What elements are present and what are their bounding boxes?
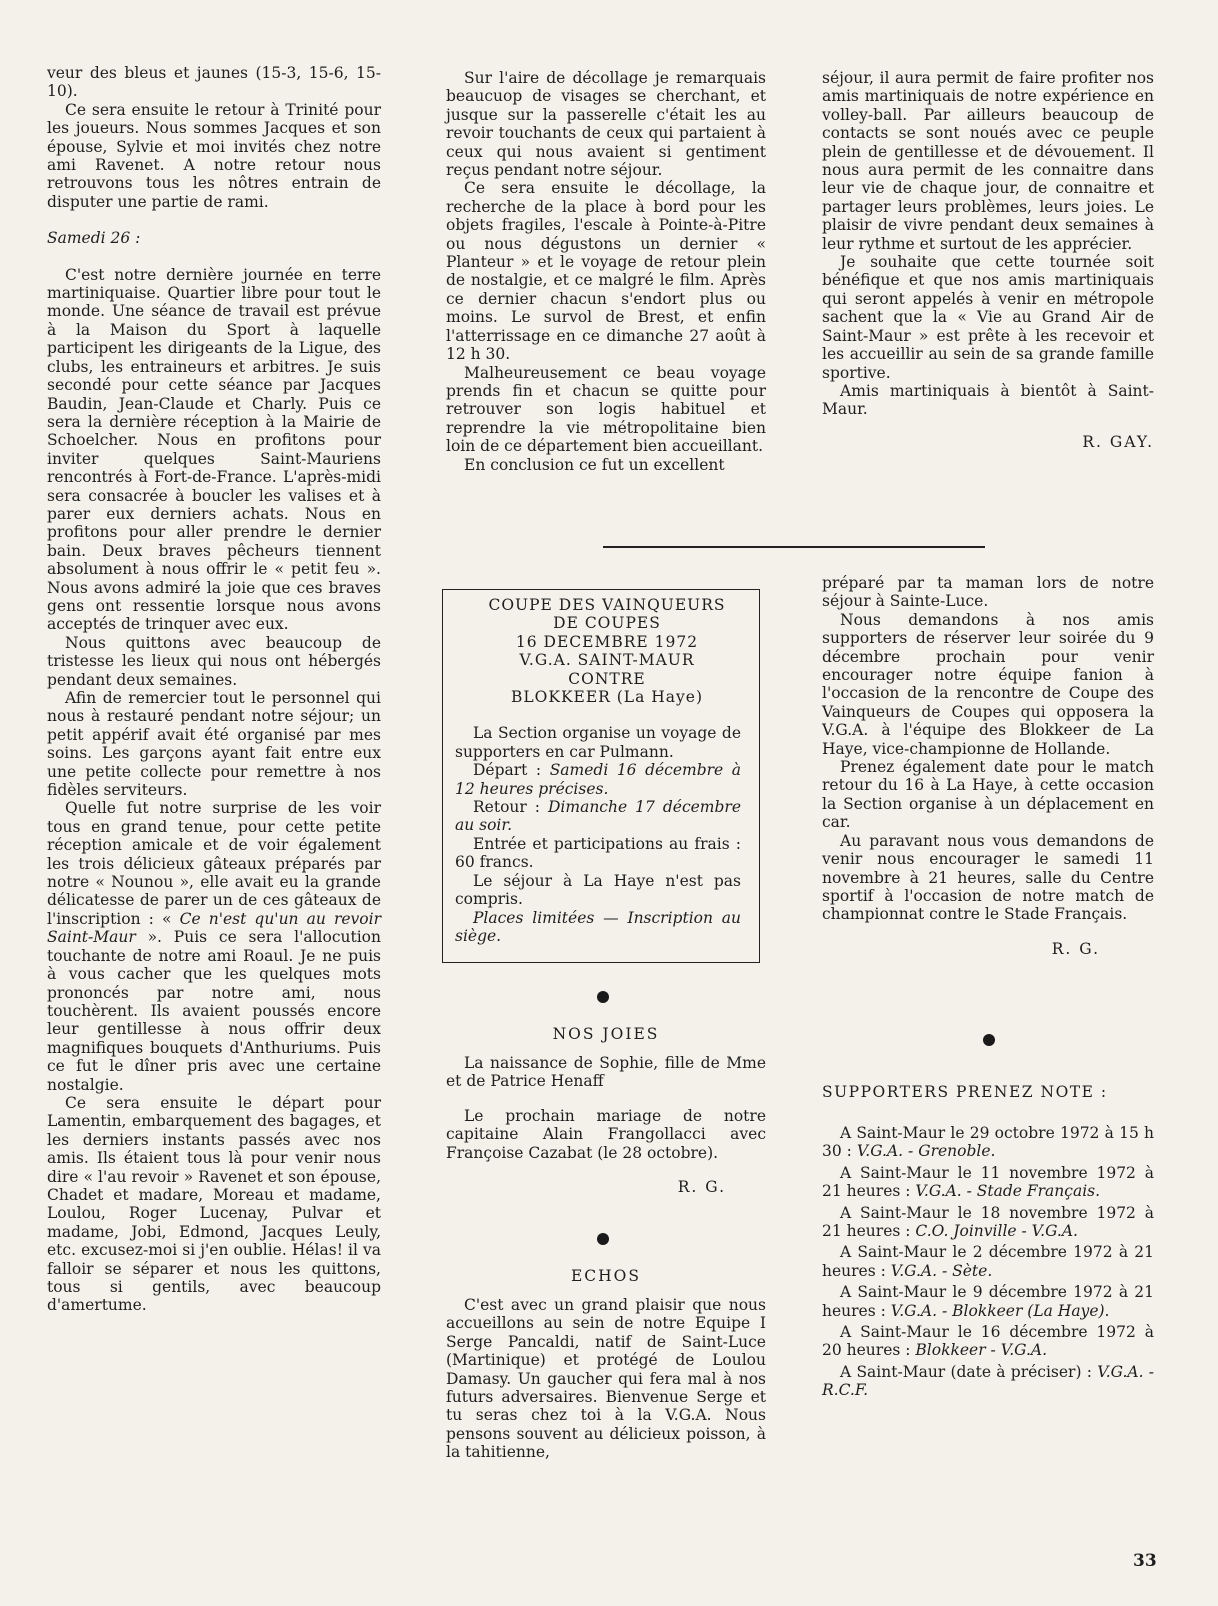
fixture-when: A Saint-Maur (date à préciser) : — [840, 1362, 1098, 1381]
paragraph: C'est avec un grand plaisir que nous accueillons au sein de notre Equipe I Serge Pancaldi, natif de Saint-Luce (Martinique) et protégé de Loulou Damasy. Un gaucher qui fera mal à nos futurs adversaires. Bienvenue Serge et tu seras chez toi à la V.G.A. Nous pensons souvent au délicieux poisson, à la tahitienne, — [446, 1296, 766, 1462]
bullet-icon — [597, 991, 609, 1003]
paragraph: séjour, il aura permit de faire profiter nos amis martiniquais de notre expérience en volley-ball. Par ailleurs beaucoup de contacts se sont noués avec ce peuple plein de gentillesse et de dévouement. Il nous aura permit de les connaitre dans leur vie de chaque jour, de connaitre et partager leurs problèmes, leurs joies. Le plaisir de vivre pendant deux semaines à leur rythme et surtout de les apprécier. — [822, 69, 1154, 253]
retour-value: Dimanche 17 décembre au soir. — [455, 798, 741, 835]
box-heading: DE COUPES — [553, 614, 661, 633]
page-number: 33 — [1133, 1551, 1157, 1571]
paragraph: La Section organise un voyage de supporters en car Pulmann. — [455, 724, 741, 761]
middle-column — [446, 69, 766, 474]
bullet-icon — [983, 1034, 995, 1046]
fixture-when: A Saint-Maur le 29 octobre 1972 à 15 h 30 : — [822, 1124, 1154, 1161]
fixture-when: A Saint-Maur le 11 novembre 1972 à 21 heures : — [822, 1163, 1154, 1201]
box-heading: COUPE DES VAINQUEURS — [488, 596, 726, 614]
echos-title: ECHOS — [570, 1267, 642, 1285]
box-heading: CONTRE — [568, 669, 646, 688]
right-column-bottom — [822, 574, 1154, 958]
paragraph: veur des bleus et jaunes (15-3, 15-6, 15-10). — [47, 64, 381, 101]
paragraph: Sur l'aire de décollage je remarquais beaucuop de visages se cherchant, et jusque sur la passerelle c'était les au revoir touchants de ceux qui partaient à ceux qui nous avaient si gentiment reçus pendant notre séjour. — [446, 69, 766, 180]
fixture-match: V.G.A. - R.C.F. — [822, 1362, 1155, 1400]
fixture-match: V.G.A. - Stade Français. — [915, 1182, 1101, 1201]
cake-inscription: Ce n'est qu'un au revoir Saint-Maur — [47, 909, 381, 947]
echos-section — [446, 1296, 766, 1462]
paragraph: Entrée et participations au frais : 60 francs. — [455, 834, 741, 872]
fixture-when: A Saint-Maur le 2 décembre 1972 à 21 heures : — [822, 1243, 1154, 1280]
paragraph: Afin de remercier tout le personnel qui nous à restauré pendant notre séjour; un petit appérif avait été organisé par mes soins. Les garçons ayant fait entre eux une petite collecte pour remettre à nos fidèles serviteurs. — [47, 689, 381, 800]
paragraph: Ce sera ensuite le décollage, la recherche de la place à bord pour les objets fragiles, l'escale à Pointe-à-Pitre ou nous dégustons un dernier « Planteur » et le voyage de retour plein de nostalgie, et ce malgré le film. Après ce dernier chacun s'endort plus ou moins. Le survol de Brest, et enfin l'atterrissage en ce dimanche 27 août à 12 h 30. — [446, 179, 766, 364]
paragraph: Au paravant nous vous demandons de venir nous encourager le samedi 11 novembre à 21 heures, salle du Centre sportif à l'occasion de notre match de championnat contre le Stade Français. — [822, 831, 1154, 924]
right-column-top — [822, 69, 1154, 451]
paragraph — [455, 761, 741, 798]
bullet-icon — [597, 1233, 609, 1245]
retour-label: Retour : — [473, 798, 548, 817]
paragraph: En conclusion ce fut un excellent — [464, 455, 725, 474]
text-span: ». Puis ce sera l'allocution touchante de notre ami Roaul. Je ne puis à vous cacher que les quelques mots prononcés par notre ami, nous touchèrent. Ils avaient poussés encore leur gentillesse à nous offrir deux magnifiques bouquets d'Anthuriums. Puis ce fut le dîner pris avec une certaine nostalgie. — [47, 928, 381, 1094]
paragraph — [455, 798, 741, 835]
text-span: Quelle fut notre surprise de les voir tous en grand tenue, pour cette petite réception amicale et de voir également les trois délicieux gâteaux préparés par notre « Nounou », elle avait eu la grande délicatesse de parer un de ces gâteaux de l'inscription : « — [47, 799, 381, 928]
box-body — [455, 724, 741, 945]
paragraph: Le prochain mariage de notre capitaine Alain Frangollacci avec Françoise Cazabat (le 28 octobre). — [446, 1106, 766, 1162]
paragraph: Places limitées — Inscription au siège. — [455, 908, 741, 945]
signature: R. G. — [677, 1178, 726, 1197]
fixture-item — [822, 1204, 1154, 1241]
fixture-item — [822, 1323, 1154, 1360]
paragraph: Ce sera ensuite le retour à Trinité pour les joueurs. Nous sommes Jacques et son épouse, Sylvie et moi invités chez notre ami Ravenet. A notre retour nous retrouvons tous les nôtres entrain de disputer une partie de rami. — [47, 100, 381, 211]
fixture-when: A Saint-Maur le 9 décembre 1972 à 21 heures : — [822, 1283, 1154, 1320]
paragraph: Le séjour à La Haye n'est pas compris. — [455, 871, 741, 909]
paragraph: C'est notre dernière journée en terre martiniquaise. Quartier libre pour tout le monde. Une séance de travail est prévue à la Maison du Sport à laquelle participent les dirigeants de la Ligue, des clubs, les entraineurs et arbitres. Je suis secondé pour cette séance par Jacques Baudin, Jean-Claude et Charly. Puis ce sera la dernière réception à la Mairie de Schoelcher. Nous en profitons pour inviter quelques Saint-Mauriens rencontrés à Fort-de-France. L'après-midi sera consacrée à boucler les valises et à parer eux derniers achats. Nous en profitons pour aller prendre le dernier bain. Deux braves pêcheurs tiennent absolument à nous offrir le « petit feu ». Nous avons admiré la joie que ces braves gens ont ressentie lorsque nous avons acceptés de trinquer avec eux. — [47, 265, 381, 634]
fixture-when: A Saint-Maur le 18 novembre 1972 à 21 heures : — [822, 1203, 1154, 1241]
box-heading: V.G.A. SAINT-MAUR — [519, 651, 695, 670]
fixture-match: V.G.A. - Blokkeer (La Haye). — [890, 1301, 1110, 1320]
day-heading: Samedi 26 : — [47, 229, 141, 248]
nos-joies-section — [446, 1054, 766, 1196]
paragraph: La naissance de Sophie, fille de Mme et de Patrice Henaff — [446, 1054, 766, 1091]
paragraph: Nous demandons à nos amis supporters de réserver leur soirée du 9 décembre prochain pour venir encourager notre équipe fanion à l'occasion de la rencontre de Coupe des Vainqueurs de Coupes qui opposera la V.G.A. à l'équipe des Blokkeer de La Haye, vice-championne de Hollande. — [822, 610, 1154, 758]
divider — [603, 546, 985, 548]
fixture-item — [822, 1124, 1154, 1161]
paragraph: Malheureusement ce beau voyage prends fin et chacun se quitte pour retrouver son logis habituel et reprendre la vie métropolitaine bien loin de ce département bien accueillant. — [446, 363, 766, 456]
fixture-when: A Saint-Maur le 16 décembre 1972 à 20 heures : — [822, 1323, 1154, 1360]
supporters-title: SUPPORTERS PRENEZ NOTE : — [822, 1083, 1108, 1101]
paragraph: Je souhaite que cette tournée soit bénéfique et que nos amis martiniquais qui seront appelés à venir en métropole sachent que la « Vie au Grand Air de Saint-Maur » est prête à les recevoir et les accueillir au sein de sa grande famille sportive. — [822, 253, 1154, 382]
fixture-item — [822, 1283, 1154, 1320]
signature: R. G. — [1051, 939, 1100, 958]
box-heading: 16 DECEMBRE 1972 — [515, 632, 699, 651]
nos-joies-title: NOS JOIES — [552, 1025, 660, 1043]
depart-value: Samedi 16 décembre à 12 heures précises. — [455, 761, 741, 798]
fixture-match: V.G.A. - Sète. — [890, 1261, 993, 1280]
fixture-item — [822, 1164, 1154, 1201]
fixture-match: Blokkeer - V.G.A. — [915, 1341, 1048, 1360]
coupe-announcement-box — [442, 589, 760, 963]
paragraph: Nous quittons avec beaucoup de tristesse les lieux qui nous ont hébergés pendant deux semaines. — [47, 633, 381, 689]
fixture-match: C.O. Joinville - V.G.A. — [915, 1222, 1078, 1241]
fixture-item — [822, 1363, 1154, 1400]
paragraph: Amis martiniquais à bientôt à Saint-Maur. — [822, 381, 1154, 419]
paragraph — [47, 799, 381, 1094]
fixtures-list — [822, 1124, 1154, 1403]
paragraph: Ce sera ensuite le départ pour Lamentin, embarquement des bagages, et les derniers instants passés avec nos amis. Ils étaient tous là pour venir nous dire « l'au revoir » Ravenet et son épouse, Chadet et madare, Moreau et madame, Loulou, Roger Lucenay, Pulvar et madame, Jobi, Edmond, Jacques Leuly, etc. excusez-moi si j'en oublie. Hélas! il va falloir se séparer et nous les quittons, tous si gentils, avec beaucoup d'amertume. — [47, 1093, 381, 1315]
paragraph: préparé par ta maman lors de notre séjour à Sainte-Luce. — [822, 574, 1154, 611]
fixture-match: V.G.A. - Grenoble. — [856, 1142, 996, 1161]
depart-label: Départ : — [473, 761, 550, 780]
left-column — [47, 64, 381, 1315]
fixture-item — [822, 1243, 1154, 1280]
box-heading: BLOKKEER (La Haye) — [510, 688, 704, 707]
paragraph: Prenez également date pour le match retour du 16 à La Haye, à cette occasion la Section organise à un déplacement en car. — [822, 758, 1154, 832]
signature: R. GAY. — [1082, 432, 1154, 451]
